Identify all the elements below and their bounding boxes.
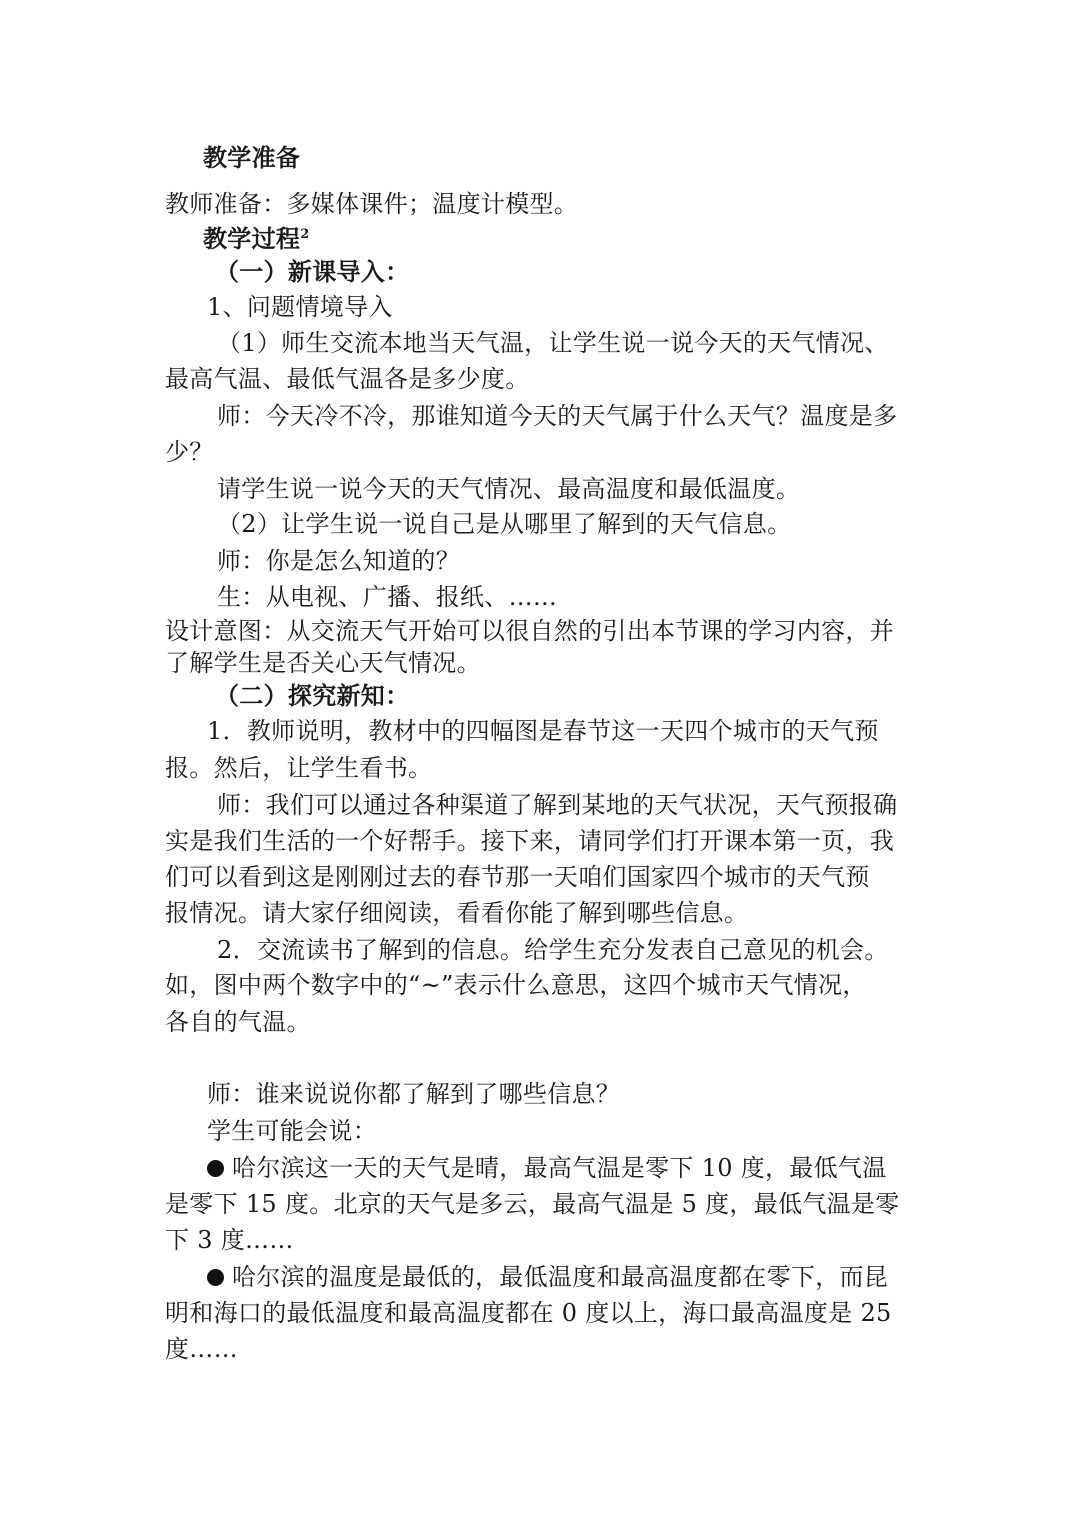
paragraph-line: 是零下 15 度。北京的天气是多云，最高气温是 5 度，最低气温是零 <box>165 1190 900 1218</box>
heading-teaching-preparation: 教学准备 <box>203 143 301 172</box>
paragraph-line: 师：今天冷不冷，那谁知道今天的天气属于什么天气？温度是多 <box>217 402 898 430</box>
paragraph-line: 请学生说一说今天的天气情况、最高温度和最低温度。 <box>217 475 801 503</box>
heading-teaching-process <box>203 224 310 254</box>
paragraph-line: 度…… <box>165 1335 238 1363</box>
paragraph-line: 生：从电视、广播、报纸、…… <box>217 583 558 611</box>
paragraph-line: 下 3 度…… <box>165 1226 294 1254</box>
design-intent-line: 设计意图：从交流天气开始可以很自然的引出本节课的学习内容，并 <box>165 617 894 645</box>
bullet-text: 哈尔滨的温度是最低的，最低温度和最高温度都在零下，而昆 <box>232 1263 889 1291</box>
paragraph-line: 各自的气温。 <box>165 1008 311 1036</box>
paragraph-line: 最高气温、最低气温各是多少度。 <box>165 365 530 393</box>
paragraph-line: 如，图中两个数字中的“~”表示什么意思，这四个城市天气情况， <box>165 971 867 999</box>
section-new-lesson-intro: （一）新课导入： <box>215 257 410 286</box>
paragraph-line: （2）让学生说一说自己是从哪里了解到的天气信息。 <box>217 510 792 538</box>
paragraph-line: 报。然后，让学生看书。 <box>165 754 433 782</box>
bullet-dot-icon <box>207 1160 224 1177</box>
paragraph-line: 1．教师说明，教材中的四幅图是春节这一天四个城市的天气预 <box>207 717 879 745</box>
design-intent-line: 了解学生是否关心天气情况。 <box>165 649 481 677</box>
bullet-text: 哈尔滨这一天的天气是晴，最高气温是零下 10 度，最低气温 <box>232 1154 887 1182</box>
paragraph-line: 实是我们生活的一个好帮手。接下来，请同学们打开课本第一页，我 <box>165 827 894 855</box>
bullet-item <box>207 1262 888 1292</box>
section-explore-new-knowledge: （二）探究新知： <box>215 681 410 710</box>
teacher-preparation-line: 教师准备：多媒体课件；温度计模型。 <box>165 190 579 218</box>
bullet-dot-icon <box>207 1269 224 1286</box>
footnote-marker: 2 <box>300 227 310 242</box>
paragraph-line: 少？ <box>165 438 214 466</box>
paragraph-line: 学生可能会说： <box>207 1117 378 1145</box>
paragraph-line: 师：我们可以通过各种渠道了解到某地的天气状况，天气预报确 <box>217 791 898 819</box>
paragraph-line: （1）师生交流本地当天气温，让学生说一说今天的天气情况、 <box>217 329 889 357</box>
paragraph-line: 报情况。请大家仔细阅读，看看你能了解到哪些信息。 <box>165 899 749 927</box>
paragraph-line: 师：你是怎么知道的？ <box>217 547 460 575</box>
heading-teaching-process-text: 教学过程 <box>203 224 301 253</box>
bullet-item <box>207 1153 887 1183</box>
item-problem-situation: 1、问题情境导入 <box>207 293 393 321</box>
paragraph-line: 们可以看到这是刚刚过去的春节那一天咱们国家四个城市的天气预 <box>165 863 870 891</box>
paragraph-line: 2．交流读书了解到的信息。给学生充分发表自己意见的机会。 <box>217 936 889 964</box>
paragraph-line: 师：谁来说说你都了解到了哪些信息？ <box>207 1080 621 1108</box>
paragraph-line: 明和海口的最低温度和最高温度都在 0 度以上，海口最高温度是 25 <box>165 1299 892 1327</box>
